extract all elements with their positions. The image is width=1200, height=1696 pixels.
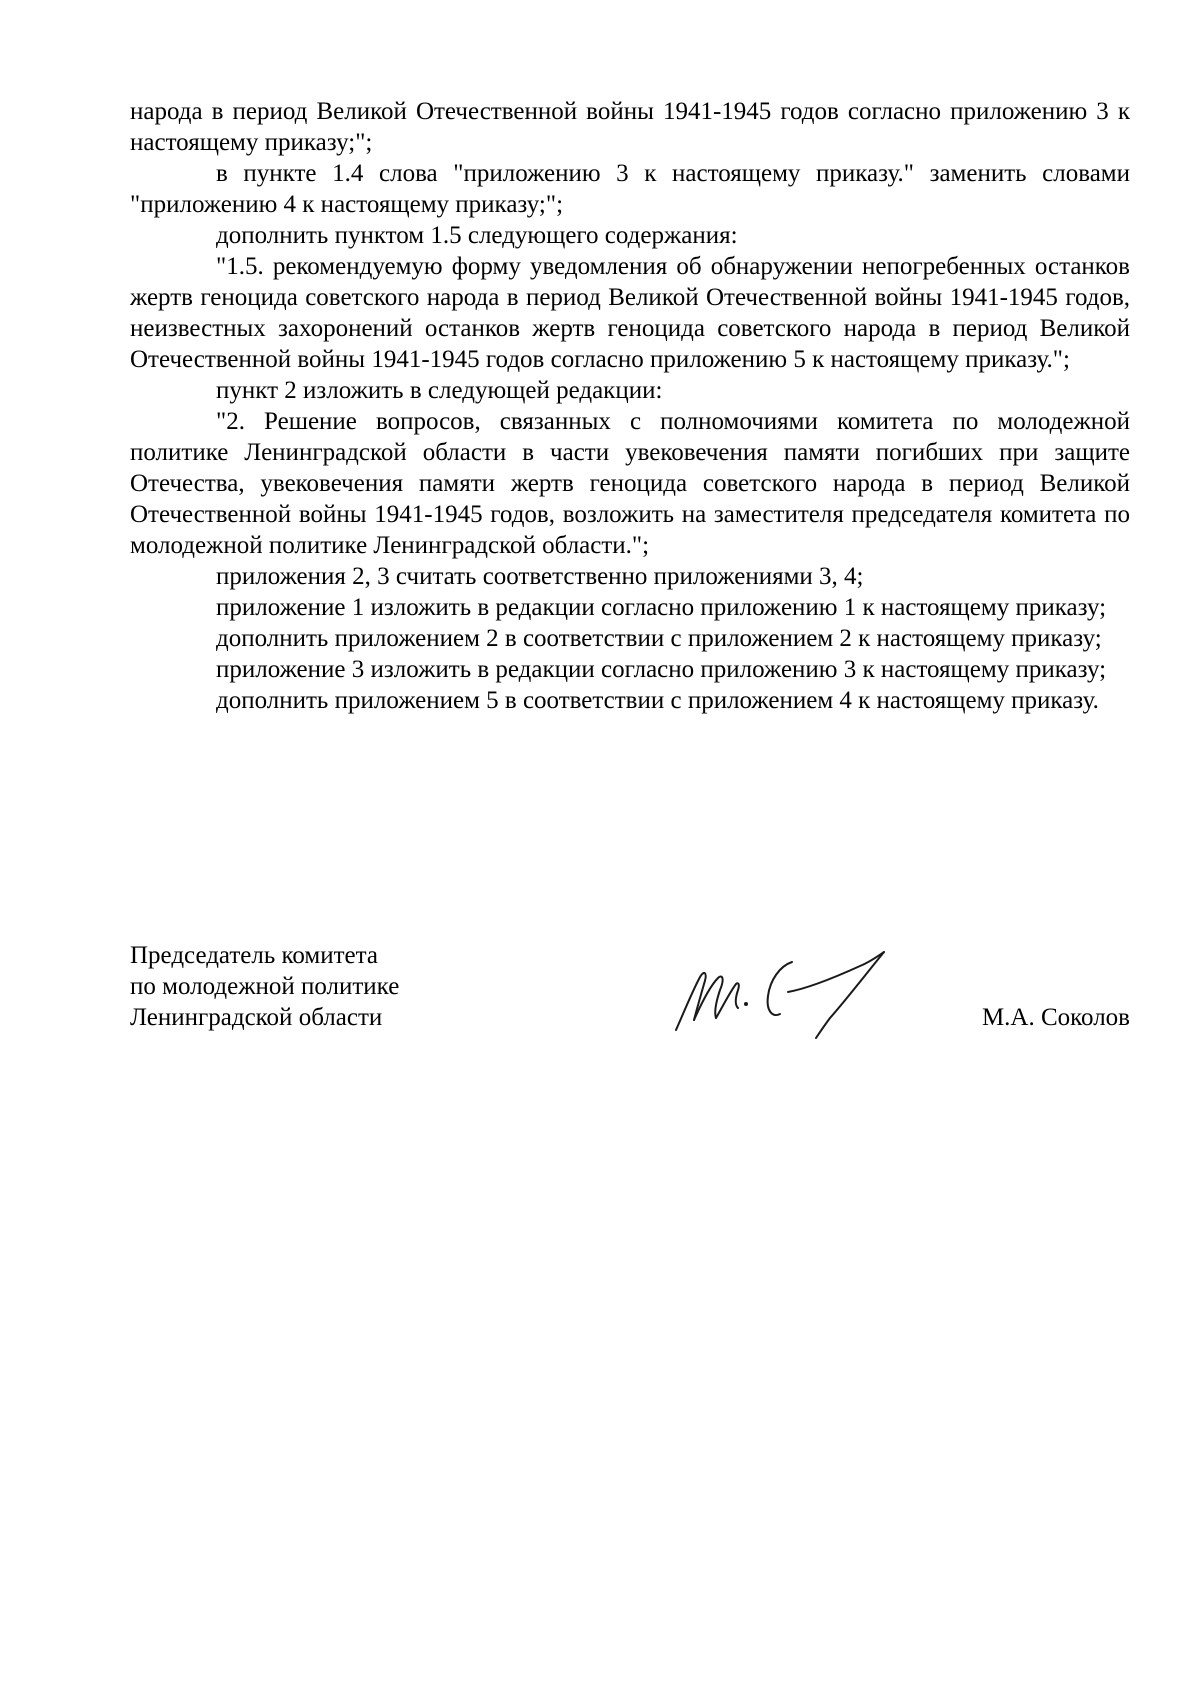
paragraph-appendix-3: приложение 3 изложить в редакции согласно приложению 3 к настоящему приказу; [216, 656, 1107, 683]
signer-title-line: Ленинградской области [130, 1004, 383, 1031]
signature-block [130, 940, 1130, 1050]
handwritten-signature [670, 922, 920, 1042]
paragraph-appendix-2: дополнить приложением 2 в соответствии с приложением 2 к настоящему приказу; [216, 625, 1102, 652]
signer-title-line: Председатель комитета [130, 942, 378, 969]
paragraph-item-1-5: "1.5. рекомендуемую форму уведомления об обнаружении непогребенных останков жертв геноцида советского народа в период Великой Отечественной войны 1941-1945 годов, неизвестных захоронений останков жертв геноцида советского народа в период Великой Отечественной войны 1941-1945 годов согласно приложению 5 к настоящему приказу."; [130, 253, 1130, 373]
paragraph-appendices-renumber: приложения 2, 3 считать соответственно приложениями 3, 4; [216, 563, 864, 590]
paragraph-item-2: "2. Решение вопросов, связанных с полномочиями комитета по молодежной политике Ленинградской области в части увековечения памяти погибших при защите Отечества, увековечения памяти жертв геноцида советского народа в период Великой Отечественной войны 1941-1945 годов, возложить на заместителя председателя комитета по молодежной политике Ленинградской области."; [130, 408, 1130, 559]
paragraph-item-1-4: в пункте 1.4 слова "приложению 3 к настоящему приказу." заменить словами "приложению 4 к настоящему приказу;"; [130, 160, 1130, 218]
paragraph-appendix-5: дополнить приложением 5 в соответствии с приложением 4 к настоящему приказу. [216, 687, 1099, 714]
document-body [130, 96, 1130, 716]
signer-title [130, 940, 399, 1033]
paragraph-item-2-intro: пункт 2 изложить в следующей редакции: [216, 377, 663, 404]
paragraph-appendix-1: приложение 1 изложить в редакции согласно приложению 1 к настоящему приказу; [216, 594, 1107, 621]
paragraph-add-1-5-intro: дополнить пунктом 1.5 следующего содержания: [216, 222, 738, 249]
paragraph-continuation: народа в период Великой Отечественной войны 1941-1945 годов согласно приложению 3 к настоящему приказу;"; [130, 98, 1130, 156]
signer-name: М.А. Соколов [981, 1004, 1130, 1031]
signer-title-line: по молодежной политике [130, 973, 400, 1000]
